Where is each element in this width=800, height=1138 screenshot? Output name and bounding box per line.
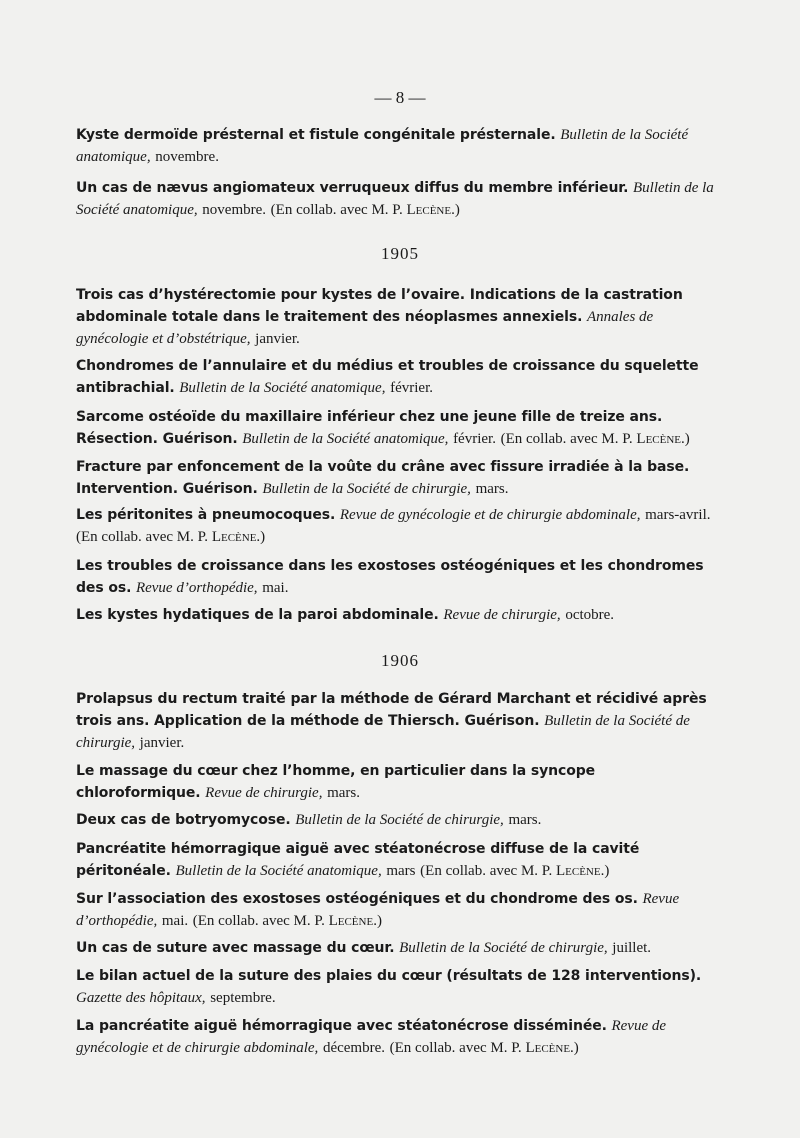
year-heading-1905: 1905 (381, 244, 419, 263)
collaborator-name: Lecène (406, 202, 452, 218)
entry-collaboration: (En collab. avec M. P. Lecène.) (270, 202, 460, 218)
entry-title: La pancréatite aiguë hémorragique avec stéatonécrose disséminée. (76, 1018, 607, 1034)
bibliography-entry (76, 838, 720, 882)
entry-title: Prolapsus du rectum traité par la méthode de Gérard Marchant et récidivé après trois ans. Application de la méthode de Thiersch. Guérison. (76, 691, 707, 729)
entry-title: Chondromes de l’annulaire et du médius et troubles de croissance du squelette antibrachial. (76, 358, 699, 396)
entry-detail: octobre. (565, 607, 615, 623)
year-heading-1906: 1906 (381, 651, 419, 670)
entry-source: Revue de gynécologie et de chirurgie abdominale, (76, 1018, 667, 1056)
entry-detail: septembre. (210, 990, 276, 1006)
entry-collaboration: (En collab. avec M. P. Lecène.) (192, 913, 382, 929)
entry-source: Bulletin de la Société de chirurgie, (262, 481, 471, 497)
entry-title: Un cas de suture avec massage du cœur. (76, 940, 395, 956)
entry-title: Le bilan actuel de la suture des plaies du cœur (résultats de 128 interventions). (76, 968, 702, 984)
entry-detail: janvier. (139, 735, 185, 751)
collaborator-name: Lecène (525, 1040, 571, 1056)
collaborator-name: Lecène (328, 913, 374, 929)
entry-title: Les kystes hydatiques de la paroi abdominale. (76, 607, 439, 623)
collaborator-name: Lecène (636, 431, 682, 447)
bibliography-entry (76, 965, 720, 1009)
bibliography-entry (76, 1015, 720, 1059)
entry-title: Les troubles de croissance dans les exostoses ostéogéniques et les chondromes des os. (76, 558, 704, 596)
entry-detail: mars. (327, 785, 361, 801)
entry-collaboration: (En collab. avec M. P. Lecène.) (389, 1040, 579, 1056)
collaborator-name: Lecène (555, 863, 601, 879)
entry-detail: mai. (161, 913, 189, 929)
entry-source: Revue de chirurgie, (205, 785, 323, 801)
bibliography-entry (76, 688, 720, 754)
entry-detail: mars. (475, 481, 509, 497)
entry-source: Bulletin de la Société de chirurgie, (399, 940, 608, 956)
bibliography-entry (76, 284, 720, 350)
entry-title: Trois cas d’hystérectomie pour kystes de l’ovaire. Indications de la castration abdominale totale dans le traitement des néoplasmes annexiels. (76, 287, 683, 325)
entry-title: Les péritonites à pneumocoques. (76, 507, 336, 523)
entry-title: Pancréatite hémorragique aiguë avec stéatonécrose diffuse de la cavité péritonéale. (76, 841, 640, 879)
entry-detail: novembre. (155, 149, 219, 165)
entry-title: Kyste dermoïde présternal et fistule congénitale présternale. (76, 127, 556, 143)
bibliography-entry (76, 555, 720, 599)
entry-source: Bulletin de la Société anatomique, (175, 863, 382, 879)
entry-detail: février. (453, 431, 496, 447)
entry-collaboration: (En collab. avec M. P. Lecène.) (420, 863, 610, 879)
entry-detail: novembre. (202, 202, 267, 218)
entry-source: Bulletin de la Société de chirurgie, (76, 713, 690, 751)
entry-detail: décembre. (322, 1040, 385, 1056)
bibliography-entry (76, 937, 720, 959)
entry-source: Revue d’orthopédie, (76, 891, 680, 929)
entry-source: Revue de gynécologie et de chirurgie abdominale, (339, 507, 641, 523)
entry-title: Un cas de nævus angiomateux verruqueux diffus du membre inférieur. (76, 180, 629, 196)
entry-title: Sur l’association des exostoses ostéogéniques et du chondrome des os. (76, 891, 638, 907)
entry-title: Le massage du cœur chez l’homme, en particulier dans la syncope chloroformique. (76, 763, 596, 801)
bibliography-entry (76, 760, 720, 804)
entry-source: Bulletin de la Société de chirurgie, (295, 812, 504, 828)
entry-collaboration: (En collab. avec M. P. Lecène.) (500, 431, 690, 447)
entry-title: Deux cas de botryomycose. (76, 812, 291, 828)
bibliography-entry (76, 406, 720, 450)
entry-title: Sarcome ostéoïde du maxillaire inférieur chez une jeune fille de treize ans. Résection. Guérison. (76, 409, 663, 447)
entry-detail: janvier. (255, 331, 300, 347)
entry-detail: février. (390, 380, 433, 396)
entry-source: Revue d’orthopédie, (135, 580, 258, 596)
entry-source: Gazette des hôpitaux, (76, 990, 206, 1006)
entry-source: Revue de chirurgie, (443, 607, 561, 623)
entry-detail: mars (386, 863, 416, 879)
entry-detail: mars. (508, 812, 542, 828)
collaborator-name: Lecène (211, 529, 257, 545)
bibliography-entry (76, 355, 720, 399)
entry-detail: juillet. (612, 940, 652, 956)
entry-source: Bulletin de la Société anatomique, (242, 431, 449, 447)
page-number: — 8 — (374, 88, 426, 107)
entry-source: Bulletin de la Société anatomique, (76, 180, 714, 218)
entry-detail: mai. (262, 580, 289, 596)
entry-source: Bulletin de la Société anatomique, (179, 380, 386, 396)
bibliography-entry (76, 124, 720, 168)
bibliography-entry (76, 456, 720, 500)
entry-source: Annales de gynécologie et d’obstétrique, (76, 309, 654, 347)
entry-detail: mars-avril. (645, 507, 711, 523)
bibliography-entry (76, 604, 720, 626)
bibliography-entry (76, 177, 720, 221)
bibliography-entry (76, 888, 720, 932)
entry-source: Bulletin de la Société anatomique, (76, 127, 689, 165)
entry-collaboration: (En collab. avec M. P. Lecène.) (76, 529, 266, 545)
bibliography-entry (76, 809, 720, 831)
bibliography-entry (76, 504, 720, 548)
entry-title: Fracture par enfoncement de la voûte du crâne avec fissure irradiée à la base. Intervention. Guérison. (76, 459, 690, 497)
